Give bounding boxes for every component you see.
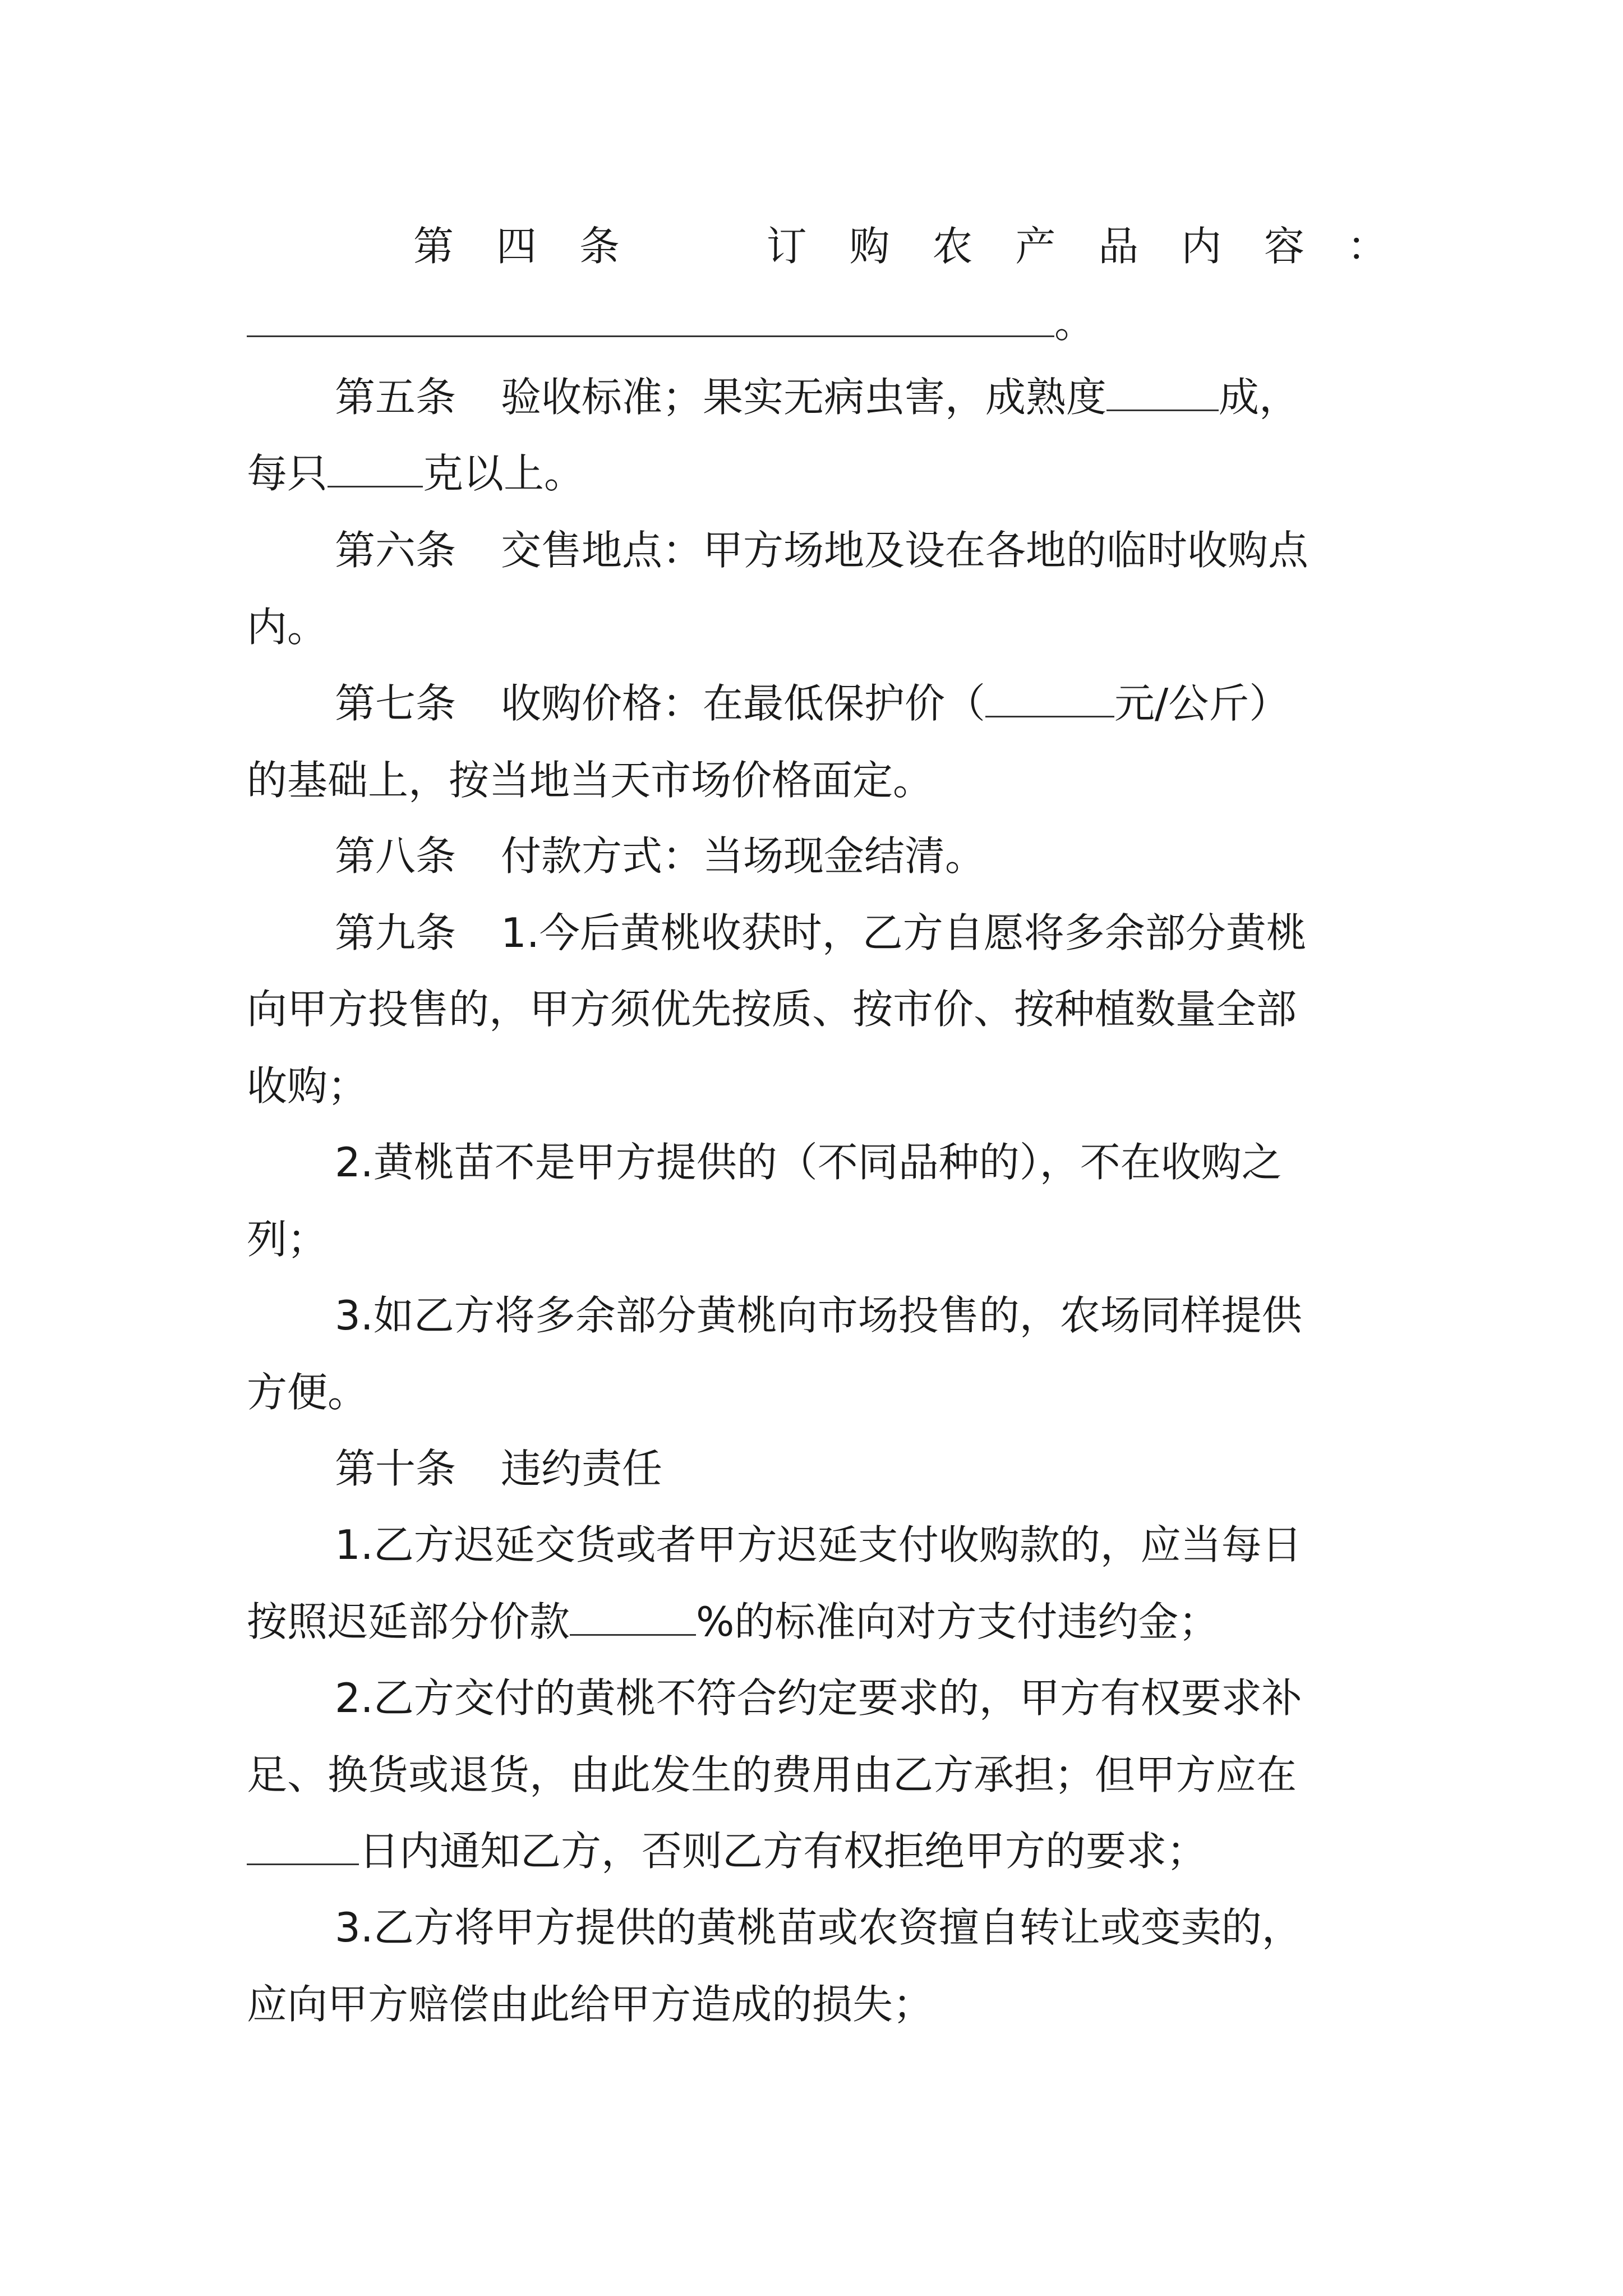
article-text: 交售地点：甲方场地及设在各地的临时收购点 xyxy=(501,527,1309,574)
article-text: 验收标准；果实无病虫害，成熟度 xyxy=(501,374,1107,421)
article-5-line-1 xyxy=(335,374,1402,421)
char: ： xyxy=(1347,223,1387,270)
fill-in-blank[interactable] xyxy=(985,687,1114,717)
article-9-item-3-line-1 xyxy=(335,1292,1402,1339)
article-10-item-1-line-1 xyxy=(335,1521,1402,1568)
article-4-heading xyxy=(413,223,1387,270)
article-text: 收购价格：在最低保护价（ xyxy=(501,680,986,727)
article-text: 2.黄桃苗不是甲方提供的（不同品种的），不在收购之 xyxy=(335,1139,1282,1186)
article-10-item-3-line-1 xyxy=(335,1904,1402,1951)
article-5-line-2 xyxy=(247,450,1402,497)
article-number: 第十条 xyxy=(335,1445,457,1492)
fill-in-blank[interactable] xyxy=(570,1605,696,1636)
char: 农 xyxy=(932,223,973,270)
article-text: 违约责任 xyxy=(501,1445,663,1492)
article-10-item-2-line-1 xyxy=(335,1674,1402,1722)
article-9-line-3 xyxy=(247,1062,1402,1110)
article-10-item-3-line-2 xyxy=(247,1981,1402,2028)
char: 条 xyxy=(579,223,620,270)
article-text: 应向甲方赔偿由此给甲方造成的损失； xyxy=(247,1981,934,2028)
article-9-item-2-line-1 xyxy=(335,1139,1402,1186)
article-number: 第七条 xyxy=(335,680,457,727)
fill-in-blank[interactable] xyxy=(247,1834,359,1865)
article-number: 第五条 xyxy=(335,374,457,421)
article-text: 1.今后黄桃收获时，乙方自愿将多余部分黄桃 xyxy=(501,909,1307,956)
char: 容 xyxy=(1264,223,1305,270)
article-text: 1.乙方迟延交货或者甲方迟延支付收购款的，应当每日 xyxy=(335,1521,1302,1568)
article-text: 的基础上，按当地当天市场价格面定。 xyxy=(247,757,934,804)
fill-in-blank[interactable] xyxy=(328,457,423,487)
article-8-line-1 xyxy=(335,832,1402,880)
char: 购 xyxy=(849,223,890,270)
article-9-item-3-line-2 xyxy=(247,1369,1402,1416)
char: 订 xyxy=(766,223,807,270)
article-number: 第六条 xyxy=(335,527,457,574)
article-text: 3.乙方将甲方提供的黄桃苗或农资擅自转让或变卖的， xyxy=(335,1904,1302,1951)
article-text: 足、换货或退货，由此发生的费用由乙方承担；但甲方应在 xyxy=(247,1751,1297,1798)
article-number: 第九条 xyxy=(335,909,457,956)
article-7-line-2 xyxy=(247,757,1402,804)
article-6-line-2 xyxy=(247,604,1402,651)
char: 四 xyxy=(496,223,537,270)
article-text: 列； xyxy=(247,1216,328,1263)
article-text: 收购； xyxy=(247,1062,368,1110)
article-10-heading xyxy=(335,1445,1402,1492)
article-10-item-1-line-2 xyxy=(247,1598,1402,1645)
article-9-line-2 xyxy=(247,986,1402,1033)
article-text: 付款方式：当场现金结清。 xyxy=(501,832,986,880)
article-9-line-1 xyxy=(335,909,1402,956)
char: 第 xyxy=(413,223,454,270)
char: 品 xyxy=(1098,223,1139,270)
article-text: 2.乙方交付的黄桃不符合约定要求的，甲方有权要求补 xyxy=(335,1674,1302,1722)
article-text: 内。 xyxy=(247,604,328,651)
article-text: 克以上。 xyxy=(423,450,585,497)
article-4-blank-line xyxy=(247,300,1402,347)
char: 产 xyxy=(1015,223,1056,270)
article-text: 3.如乙方将多余部分黄桃向市场投售的，农场同样提供 xyxy=(335,1292,1302,1339)
article-6-line-1 xyxy=(335,527,1402,574)
article-text: 按照迟延部分价款 xyxy=(247,1598,570,1645)
article-text: %的标准向对方支付违约金； xyxy=(696,1598,1219,1645)
article-number: 第八条 xyxy=(335,832,457,880)
article-text: 每只 xyxy=(247,450,328,497)
article-text: 日内通知乙方，否则乙方有权拒绝甲方的要求； xyxy=(359,1828,1207,1875)
article-text: 方便。 xyxy=(247,1369,368,1416)
article-9-item-2-line-2 xyxy=(247,1216,1402,1263)
article-10-item-2-line-2 xyxy=(247,1751,1402,1798)
char: 内 xyxy=(1181,223,1222,270)
article-text: 元/公斤） xyxy=(1114,680,1290,727)
fill-in-blank[interactable] xyxy=(1106,380,1219,411)
fill-in-blank[interactable] xyxy=(247,306,1054,337)
article-7-line-1 xyxy=(335,680,1402,727)
article-text: 向甲方投售的，甲方须优先按质、按市价、按种植数量全部 xyxy=(247,986,1297,1033)
article-10-item-2-line-3 xyxy=(247,1828,1402,1875)
article-text: 成， xyxy=(1219,374,1300,421)
period: 。 xyxy=(1054,300,1095,347)
